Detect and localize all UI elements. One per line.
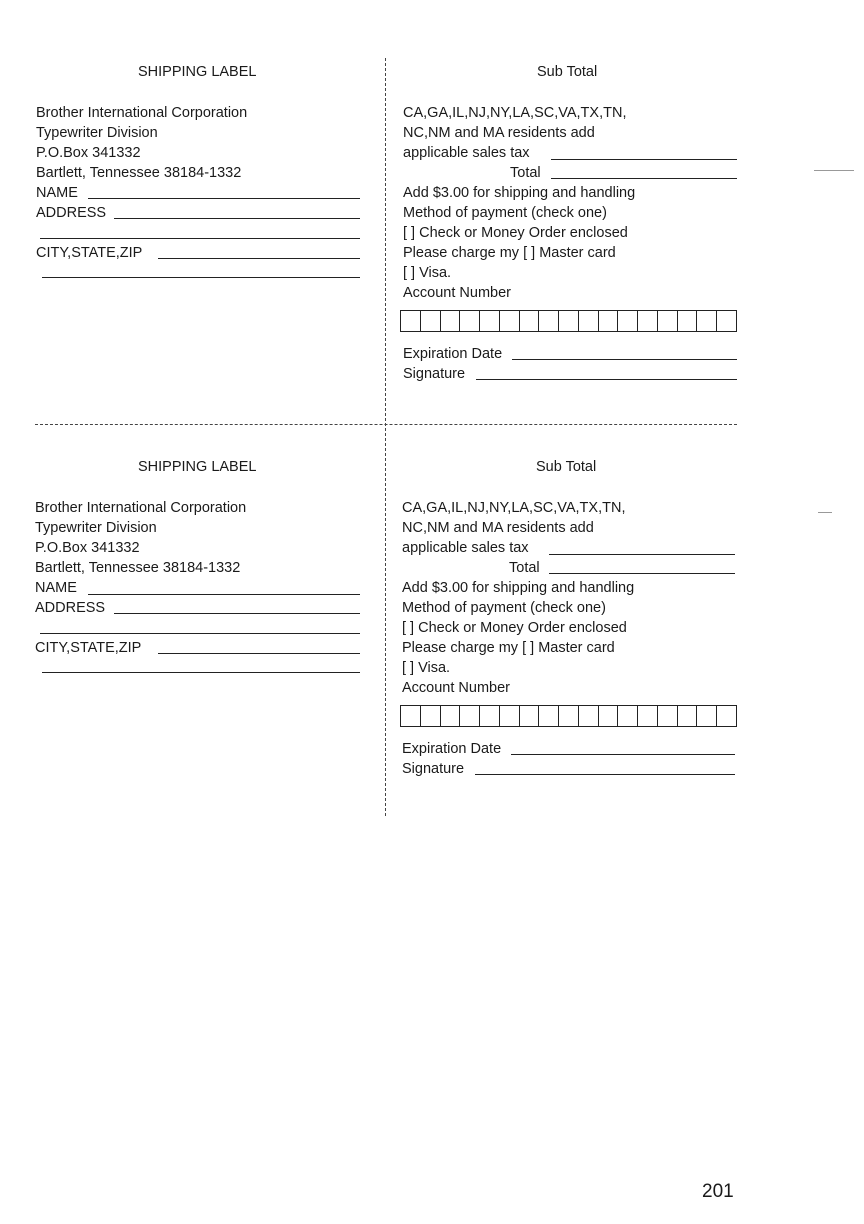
account-digit-box[interactable] (500, 706, 520, 726)
city-state-zip-field-line-2[interactable] (42, 277, 360, 278)
residents-states: CA,GA,IL,NJ,NY,LA,SC,VA,TX,TN, (402, 500, 626, 516)
account-digit-box[interactable] (599, 311, 619, 331)
vertical-cut-line (385, 58, 386, 816)
account-digit-box[interactable] (539, 311, 559, 331)
account-digit-box[interactable] (539, 706, 559, 726)
margin-mark (814, 170, 854, 171)
expiration-date-label: Expiration Date (403, 346, 503, 362)
account-digit-box[interactable] (421, 311, 441, 331)
city-state-zip-label: CITY,STATE,ZIP (36, 245, 143, 261)
account-number-boxes[interactable] (400, 310, 737, 332)
visa-option[interactable]: [ ] Visa. (403, 265, 452, 281)
sales-tax-label: applicable sales tax (403, 145, 530, 161)
horizontal-cut-line (35, 424, 737, 425)
company-name: Brother International Corporation (35, 500, 247, 516)
account-digit-box[interactable] (579, 706, 599, 726)
sales-tax-label: applicable sales tax (402, 540, 529, 556)
address-field-line-2[interactable] (40, 633, 360, 634)
sales-tax-field[interactable] (549, 554, 735, 555)
account-digit-box[interactable] (500, 311, 520, 331)
address-field[interactable] (114, 613, 360, 614)
account-digit-box[interactable] (717, 311, 736, 331)
residents-note: NC,NM and MA residents add (403, 125, 595, 141)
account-number-boxes[interactable] (400, 705, 737, 727)
account-digit-box[interactable] (658, 311, 678, 331)
company-po-box: P.O.Box 341332 (36, 145, 141, 161)
account-digit-box[interactable] (658, 706, 678, 726)
signature-label: Signature (403, 366, 466, 382)
account-number-label: Account Number (402, 680, 510, 696)
payment-method-label: Method of payment (check one) (403, 205, 607, 221)
account-digit-box[interactable] (678, 311, 698, 331)
shipping-label-heading: SHIPPING LABEL (138, 64, 257, 80)
sub-total-heading: Sub Total (537, 64, 598, 80)
address-field[interactable] (114, 218, 360, 219)
account-digit-box[interactable] (460, 706, 480, 726)
sub-total-heading: Sub Total (536, 459, 597, 475)
company-name: Brother International Corporation (36, 105, 248, 121)
name-field[interactable] (88, 594, 360, 595)
account-digit-box[interactable] (401, 706, 421, 726)
company-division: Typewriter Division (36, 125, 158, 141)
expiration-date-field[interactable] (512, 359, 737, 360)
city-state-zip-field[interactable] (158, 653, 360, 654)
signature-field[interactable] (476, 379, 737, 380)
city-state-zip-field-line-2[interactable] (42, 672, 360, 673)
account-digit-box[interactable] (480, 706, 500, 726)
account-digit-box[interactable] (618, 706, 638, 726)
city-state-zip-field[interactable] (158, 258, 360, 259)
name-label: NAME (35, 580, 77, 596)
residents-note: NC,NM and MA residents add (402, 520, 594, 536)
account-digit-box[interactable] (441, 706, 461, 726)
account-digit-box[interactable] (697, 311, 717, 331)
account-digit-box[interactable] (678, 706, 698, 726)
expiration-date-field[interactable] (511, 754, 735, 755)
account-digit-box[interactable] (520, 311, 540, 331)
mastercard-option[interactable]: Please charge my [ ] Master card (403, 245, 616, 261)
residents-states: CA,GA,IL,NJ,NY,LA,SC,VA,TX,TN, (403, 105, 627, 121)
account-digit-box[interactable] (401, 311, 421, 331)
company-city: Bartlett, Tennessee 38184-1332 (36, 165, 242, 181)
account-number-label: Account Number (403, 285, 511, 301)
expiration-date-label: Expiration Date (402, 741, 502, 757)
signature-label: Signature (402, 761, 465, 777)
address-label: ADDRESS (36, 205, 107, 221)
account-digit-box[interactable] (599, 706, 619, 726)
account-digit-box[interactable] (618, 311, 638, 331)
account-digit-box[interactable] (460, 311, 480, 331)
total-field[interactable] (551, 178, 737, 179)
signature-field[interactable] (475, 774, 735, 775)
company-po-box: P.O.Box 341332 (35, 540, 140, 556)
account-digit-box[interactable] (480, 311, 500, 331)
name-field[interactable] (88, 198, 360, 199)
account-digit-box[interactable] (559, 311, 579, 331)
sales-tax-field[interactable] (551, 159, 737, 160)
shipping-handling-note: Add $3.00 for shipping and handling (402, 580, 635, 596)
total-label: Total (509, 560, 540, 576)
shipping-handling-note: Add $3.00 for shipping and handling (403, 185, 636, 201)
account-digit-box[interactable] (559, 706, 579, 726)
check-money-order-option[interactable]: [ ] Check or Money Order enclosed (402, 620, 627, 636)
account-digit-box[interactable] (638, 706, 658, 726)
account-digit-box[interactable] (441, 311, 461, 331)
account-digit-box[interactable] (579, 311, 599, 331)
account-digit-box[interactable] (638, 311, 658, 331)
account-digit-box[interactable] (717, 706, 736, 726)
payment-method-label: Method of payment (check one) (402, 600, 606, 616)
shipping-label-heading: SHIPPING LABEL (138, 459, 257, 475)
margin-mark (818, 512, 832, 513)
name-label: NAME (36, 185, 78, 201)
account-digit-box[interactable] (421, 706, 441, 726)
account-digit-box[interactable] (520, 706, 540, 726)
company-division: Typewriter Division (35, 520, 157, 536)
city-state-zip-label: CITY,STATE,ZIP (35, 640, 142, 656)
company-city: Bartlett, Tennessee 38184-1332 (35, 560, 241, 576)
mastercard-option[interactable]: Please charge my [ ] Master card (402, 640, 615, 656)
address-label: ADDRESS (35, 600, 106, 616)
total-field[interactable] (549, 573, 735, 574)
check-money-order-option[interactable]: [ ] Check or Money Order enclosed (403, 225, 628, 241)
account-digit-box[interactable] (697, 706, 717, 726)
visa-option[interactable]: [ ] Visa. (402, 660, 451, 676)
total-label: Total (510, 165, 541, 181)
address-field-line-2[interactable] (40, 238, 360, 239)
page-number: 201 (702, 1181, 734, 1202)
